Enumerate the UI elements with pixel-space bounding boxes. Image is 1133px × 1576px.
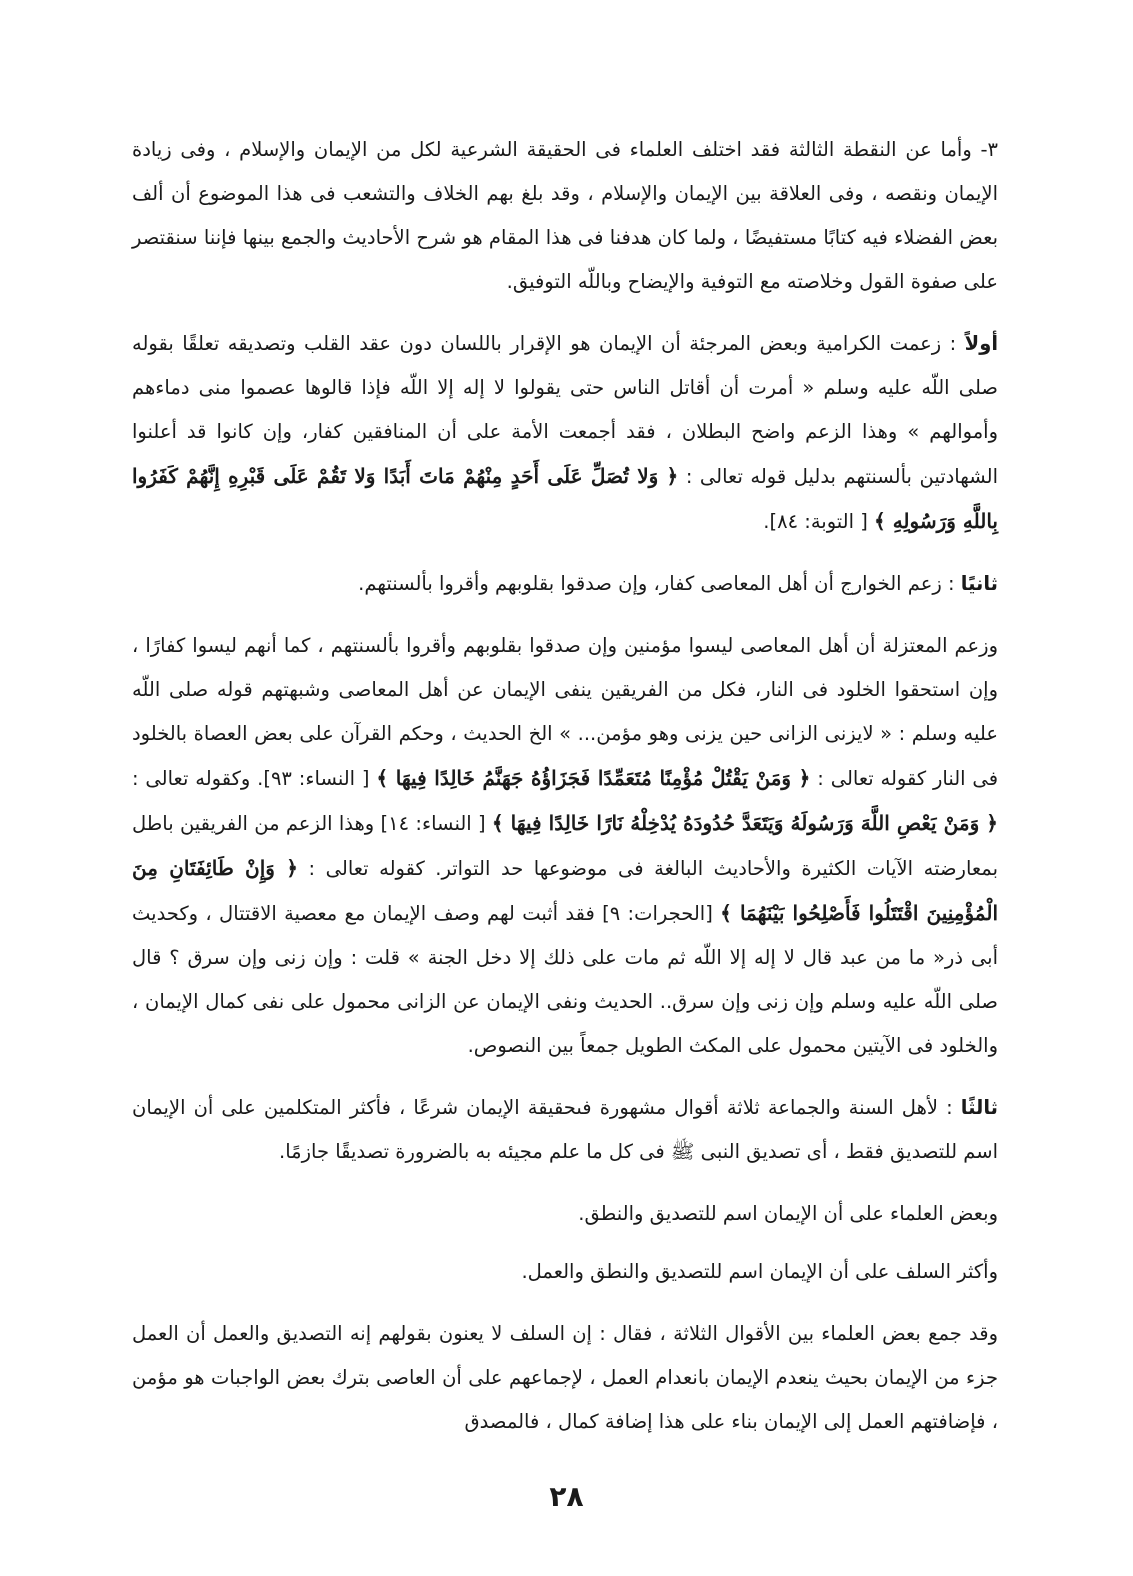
page-body — [132, 128, 998, 1462]
paragraph-first-opinion — [132, 322, 998, 544]
verse-reference: [ النساء: ١٤] وهذا الزعم من الفريقين باطل بمعارضته الآيات الكثيرة والأحاديث البالغة فى موضوعها حد التواتر. كقوله تعالى : — [132, 812, 998, 880]
paragraph-point-three — [132, 128, 998, 304]
verse-reference: [ النساء: ٩٣]. وكقوله تعالى : — [132, 767, 370, 790]
paragraph-text: ٣- وأما عن النقطة الثالثة فقد اختلف العلماء فى الحقيقة الشرعية لكل من الإيمان والإسلام ، وفى زيادة الإيمان ونقصه ، وفى العلاقة بين الإيمان والإسلام ، وقد بلغ بهم الخلاف والتشعب فى هذا الموضوع أن ألف بعض الفضلاء فيه كتابًا مستفيضًا ، ولما كان هدفنا فى هذا المقام هو شرح الأحاديث والجمع بينها فإننا سنقتصر على صفوة القول وخلاصته مع التوفية والإيضاح وباللّه التوفيق. — [132, 138, 998, 293]
quran-verse: ﴿ وَمَنْ يَعْصِ اللَّهَ وَرَسُولَهُ وَيَتَعَدَّ حُدُودَهُ يُدْخِلْهُ نَارًا خَالِدًا فِيهَا ﴾ — [491, 811, 999, 835]
paragraph-second-opinion — [132, 562, 998, 606]
paragraph-mutazila — [132, 624, 998, 1068]
paragraph-text: : زعم الخوارج أن أهل المعاصى كفار، وإن صدقوا بقلوبهم وأقروا بألسنتهم. — [358, 572, 955, 595]
paragraph-text: وبعض العلماء على أن الإيمان اسم للتصديق والنطق. — [578, 1202, 998, 1225]
page-number: ٢٨ — [549, 1480, 584, 1513]
paragraph-some-scholars — [132, 1192, 998, 1236]
quran-verse: ﴿ وَلا تُصَلِّ عَلَى أَحَدٍ مِنْهُمْ مَاتَ أَبَدًا وَلا تَقُمْ عَلَى قَبْرِهِ إِنَّهُمْ كَفَرُوا بِاللَّهِ وَرَسُولِهِ ﴾ — [132, 464, 998, 533]
paragraph-text: وقد جمع بعض العلماء بين الأقوال الثلاثة ، فقال : إن السلف لا يعنون بقولهم إنه التصديق والعمل أن العمل جزء من الإيمان بحيث ينعدم الإيمان بانعدام العمل ، لإجماعهم على أن العاصى بترك بعض الواجبات هو مؤمن ، فإضافتهم العمل إلى الإيمان بناء على هذا إضافة كمال ، فالمصدق — [132, 1322, 998, 1433]
quran-verse: ﴿ وَمَنْ يَقْتُلْ مُؤْمِنًا مُتَعَمِّدًا فَجَزَاؤُهُ جَهَنَّمُ خَالِدًا فِيهَا ﴾ — [376, 766, 811, 790]
paragraph-text: وأكثر السلف على أن الإيمان اسم للتصديق والنطق والعمل. — [521, 1260, 998, 1283]
paragraph-salaf — [132, 1250, 998, 1294]
paragraph-reconciliation — [132, 1312, 998, 1444]
paragraph-lead: ثالثًا — [960, 1096, 998, 1119]
paragraph-third-opinion — [132, 1086, 998, 1174]
quran-verse: ﴿ وَإِنْ طَائِفَتَانِ مِنَ الْمُؤْمِنِينَ اقْتَتَلُوا فَأَصْلِحُوا بَيْنَهُمَا ﴾ — [132, 856, 999, 925]
paragraph-text: : لأهل السنة والجماعة ثلاثة أقوال مشهورة فىحقيقة الإيمان شرعًا ، فأكثر المتكلمين على أن الإيمان اسم للتصديق فقط ، أى تصديق النبى ﷺ فى كل ما علم مجيئه به بالضرورة تصديقًا جازمًا. — [132, 1096, 998, 1163]
paragraph-lead: ثانيًا — [960, 572, 998, 595]
paragraph-lead: أولاً — [964, 332, 998, 355]
paragraph-text: : زعمت الكرامية وبعض المرجئة أن الإيمان هو الإقرار باللسان دون عقد القلب وتصديقه تعلقًا بقوله صلى اللّه عليه وسلم « أمرت أن أقاتل الناس حتى يقولوا لا إله إلا اللّه فإذا قالوها عصموا منى دماءهم وأموالهم » وهذا الزعم واضح البطلان ، فقد أجمعت الأمة على أن المنافقين كفار، وإن كانوا قد أعلنوا الشهادتين بألسنتهم بدليل قوله تعالى : — [132, 332, 998, 488]
verse-reference: [ التوبة: ٨٤]. — [763, 510, 868, 533]
paragraph-text: [الحجرات: ٩] فقد أثبت لهم وصف الإيمان مع معصية الاقتتال ، وكحديث أبى ذر« ما من عبد قال لا إله إلا اللّه ثم مات على ذلك إلا دخل الجنة » قلت : وإن زنى وإن سرق ؟ قال صلى اللّه عليه وسلم وإن زنى وإن سرق.. الحديث ونفى الإيمان عن الزانى محمول على نفى كمال الإيمان ، والخلود فى الآيتين محمول على المكث الطويل جمعاً بين النصوص. — [132, 902, 998, 1057]
paragraph-text: وزعم المعتزلة أن أهل المعاصى ليسوا مؤمنين وإن صدقوا بقلوبهم وأقروا بألسنتهم ، كما أنهم ليسوا كفارًا ، وإن استحقوا الخلود فى النار، فكل من الفريقين ينفى الإيمان عن أهل المعاصى وشبهتهم قوله صلى اللّه عليه وسلم : « لايزنى الزانى حين يزنى وهو مؤمن... » الخ الحديث ، وحكم القرآن على بعض العصاة بالخلود فى النار كقوله تعالى : — [132, 634, 999, 790]
